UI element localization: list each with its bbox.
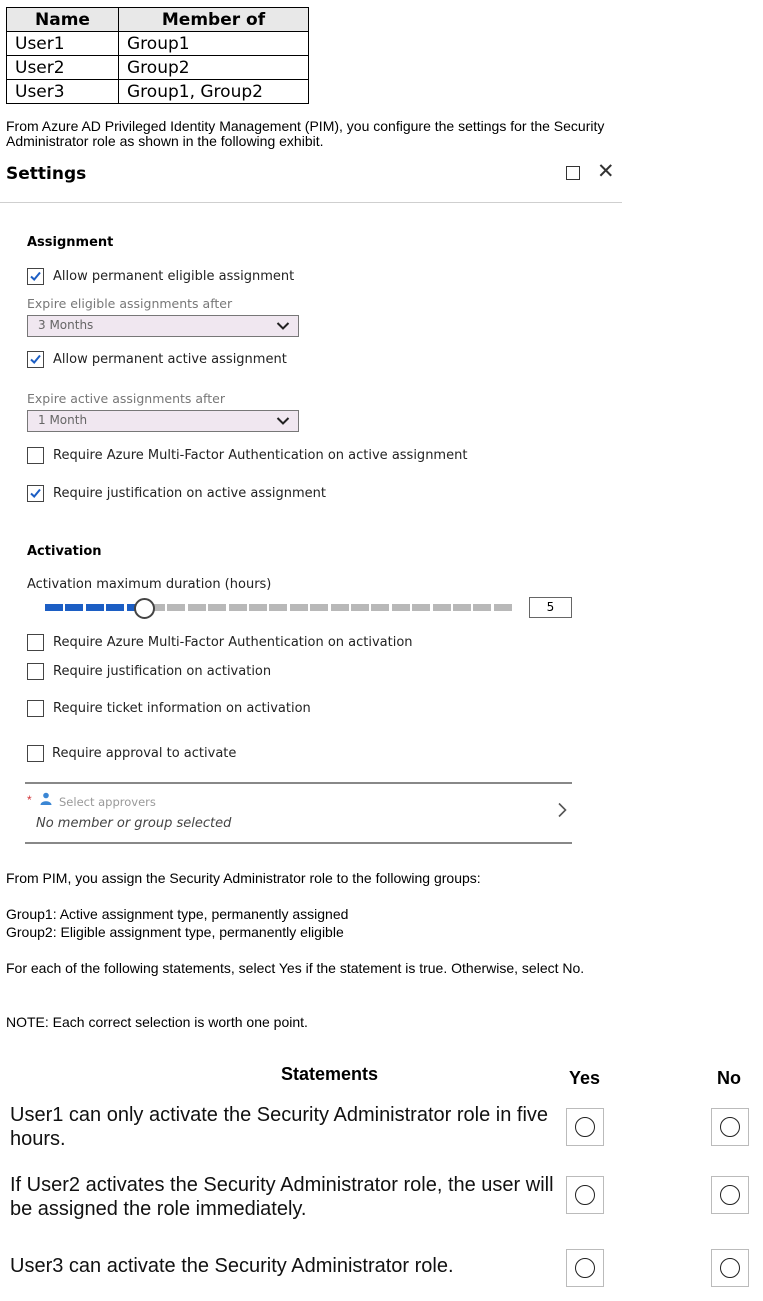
max-duration-slider[interactable] [45,598,515,618]
slider-segment [249,604,267,611]
statement-2: If User2 activates the Security Administrator role, the user will be assigned the role immediately. [10,1174,554,1220]
radio-circle-icon [720,1258,740,1278]
table-row [7,32,309,56]
slider-segment [351,604,369,611]
cell-groups: Group1 [119,32,309,56]
checkmark-icon [29,353,42,366]
allow-permanent-eligible-checkbox[interactable] [27,268,44,285]
statement-3-no-radio[interactable] [711,1249,749,1287]
checkmark-icon [29,487,42,500]
slider-segment [167,604,185,611]
slider-segment [188,604,206,611]
statement-2-no-radio[interactable] [711,1176,749,1214]
ticket-activation-label: Require ticket information on activation [53,701,311,716]
cell-groups: Group2 [119,56,309,80]
slider-segment [392,604,410,611]
ticket-activation-checkbox[interactable] [27,700,44,717]
slider-segment [65,604,83,611]
assignment-heading: Assignment [27,235,114,250]
required-mark: * [27,793,32,807]
slider-segment [310,604,328,611]
checkmark-icon [29,270,42,283]
radio-circle-icon [720,1185,740,1205]
select-approvers-row[interactable] [25,792,572,840]
no-header: No [717,1068,741,1088]
slider-segment [473,604,491,611]
statement-1-no-radio[interactable] [711,1108,749,1146]
statement-3-yes-radio[interactable] [566,1249,604,1287]
expire-eligible-dropdown[interactable] [27,315,299,337]
yes-header: Yes [569,1068,601,1088]
table-row [7,80,309,104]
justification-activation-checkbox[interactable] [27,663,44,680]
slider-segment [290,604,308,611]
table-header-row [7,8,309,32]
group2-assignment-text: Group2: Eligible assignment type, permanently eligible [6,924,344,940]
expire-active-value: 1 Month [38,413,88,427]
slider-segment [453,604,471,611]
slider-segment [229,604,247,611]
max-duration-label: Activation maximum duration (hours) [27,577,272,592]
expire-active-label: Expire active assignments after [27,391,225,406]
expire-active-dropdown[interactable] [27,410,299,432]
expire-eligible-value: 3 Months [38,318,94,332]
slider-segment [331,604,349,611]
users-table [6,7,309,104]
allow-permanent-active-label: Allow permanent active assignment [53,352,287,367]
slider-segment [412,604,430,611]
user-icon [40,792,52,805]
approval-activation-checkbox[interactable] [27,745,44,762]
allow-permanent-active-checkbox[interactable] [27,351,44,368]
radio-circle-icon [575,1117,595,1137]
chevron-down-icon [276,416,290,426]
activation-heading: Activation [27,544,102,559]
slider-segment [106,604,124,611]
justification-active-assignment-checkbox[interactable] [27,485,44,502]
mfa-activation-checkbox[interactable] [27,634,44,651]
slider-handle[interactable] [134,598,155,619]
settings-title: Settings [6,164,87,184]
chevron-right-icon [557,802,567,818]
slider-segment [45,604,63,611]
radio-circle-icon [575,1185,595,1205]
slider-segment [494,604,512,611]
column-header-member-of: Member of [119,8,309,32]
chevron-down-icon [276,321,290,331]
mfa-active-assignment-checkbox[interactable] [27,447,44,464]
statement-2-yes-radio[interactable] [566,1176,604,1214]
cell-user: User1 [7,32,119,56]
assign-intro-text: From PIM, you assign the Security Administrator role to the following groups: [6,870,481,886]
slider-segment [208,604,226,611]
statement-1: User1 can only activate the Security Administrator role in five hours. [10,1104,549,1150]
expire-eligible-label: Expire eligible assignments after [27,296,233,311]
max-duration-input[interactable]: 5 [529,597,572,618]
justification-active-assignment-label: Require justification on active assignment [53,486,326,501]
approvers-top-divider [25,782,572,784]
note-text: NOTE: Each correct selection is worth one point. [6,1014,308,1030]
radio-circle-icon [720,1117,740,1137]
mfa-activation-label: Require Azure Multi-Factor Authentication on activation [53,635,413,650]
radio-circle-icon [575,1258,595,1278]
slider-segment [269,604,287,611]
statement-3: User3 can activate the Security Administrator role. [10,1255,454,1277]
justification-activation-label: Require justification on activation [53,664,272,679]
group1-assignment-text: Group1: Active assignment type, permanently assigned [6,906,349,922]
cell-user: User2 [7,56,119,80]
slider-segment [86,604,104,611]
table-row [7,56,309,80]
column-header-name: Name [7,8,119,32]
approvers-value: No member or group selected [36,816,232,831]
slider-segment [371,604,389,611]
settings-divider [0,202,622,203]
mfa-active-assignment-label: Require Azure Multi-Factor Authentication on active assignment [53,448,468,463]
instructions-text: For each of the following statements, select Yes if the statement is true. Otherwise, select No. [6,960,585,976]
cell-user: User3 [7,80,119,104]
select-approvers-label: Select approvers [59,795,156,809]
approvers-bottom-divider [25,842,572,844]
statements-header: Statements [281,1064,379,1084]
close-icon[interactable]: ✕ [597,160,615,183]
maximize-icon[interactable] [566,166,580,180]
allow-permanent-eligible-label: Allow permanent eligible assignment [53,269,295,284]
statement-1-yes-radio[interactable] [566,1108,604,1146]
slider-segment [433,604,451,611]
cell-groups: Group1, Group2 [119,80,309,104]
intro-text: From Azure AD Privileged Identity Management (PIM), you configure the settings for the Security Administrator role as shown in the following exhibit. [6,118,605,149]
approval-activation-label: Require approval to activate [52,746,237,761]
